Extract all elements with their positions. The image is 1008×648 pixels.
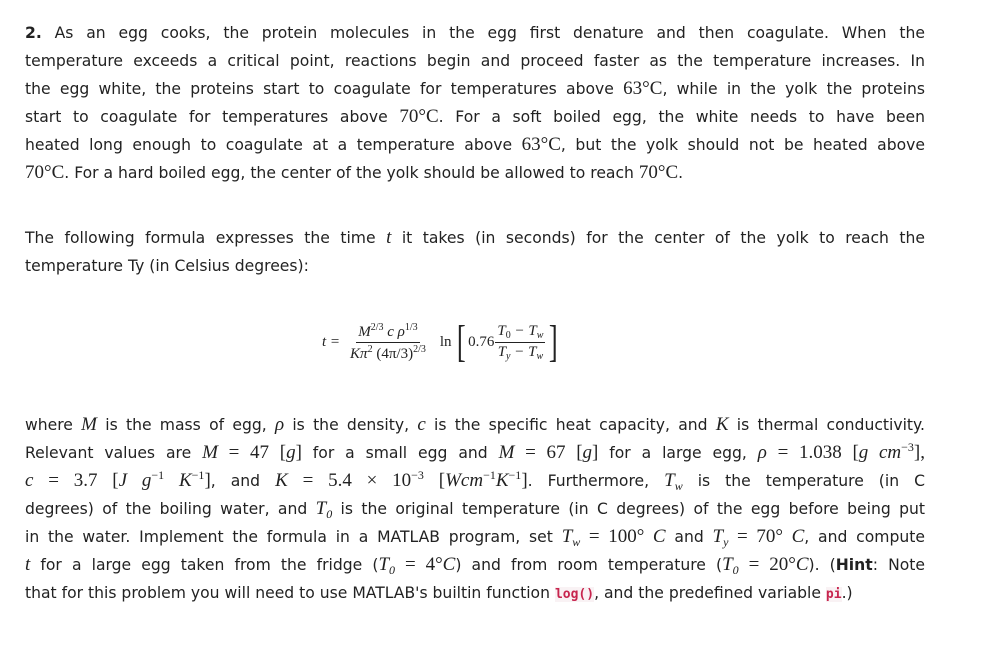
text-run: , while in the yolk the proteins xyxy=(662,80,925,98)
sub: w xyxy=(536,350,544,362)
text-run: temperature Ty (in Celsius degrees): xyxy=(25,257,309,275)
subscript: 0 xyxy=(326,507,333,521)
formula-numerator xyxy=(356,322,419,343)
temperature-fraction xyxy=(495,323,545,362)
formula-fraction xyxy=(348,322,428,363)
var-T: T xyxy=(497,322,506,339)
math-variable: ρ xyxy=(274,414,285,435)
bold-text: 2. xyxy=(25,24,42,42)
math-variable: c xyxy=(417,414,426,435)
problem-intro-paragraph xyxy=(25,19,925,187)
text-line xyxy=(25,495,925,523)
text-run: start to coagulate for temperatures above xyxy=(25,108,400,126)
math-variable: t xyxy=(386,227,392,248)
right-bracket: ] xyxy=(549,317,559,366)
var-c-rho: c ρ xyxy=(383,323,405,340)
math-run: = 5.4 × 10 xyxy=(287,470,412,491)
inline-code: log() xyxy=(554,587,595,602)
math-variable: ρ xyxy=(757,442,767,463)
math-variable: K xyxy=(715,414,729,435)
math-variable: J g xyxy=(118,470,152,491)
formula-lhs: t = xyxy=(322,333,341,350)
superscript: −3 xyxy=(411,468,424,482)
minus-T: − T xyxy=(510,343,537,360)
inline-code: pi xyxy=(825,587,842,602)
math-run: ] xyxy=(204,470,211,491)
text-run: for a large egg taken from the fridge ( xyxy=(30,556,379,574)
text-run: Relevant values are xyxy=(25,444,203,462)
math-variable: C xyxy=(442,554,456,575)
text-run: degrees) of the boiling water, and xyxy=(25,500,316,518)
math-variable: g cm xyxy=(858,442,902,463)
text-run: The following formula expresses the time xyxy=(25,229,387,247)
math-run: ] xyxy=(295,442,302,463)
text-run: heated long enough to coagulate at a temperature above xyxy=(25,136,522,154)
math-run: = 4° xyxy=(395,554,443,575)
math-variable: K xyxy=(164,470,192,491)
text-run: , and compute xyxy=(804,528,925,546)
text-run: . Furthermore, xyxy=(527,472,665,490)
text-run: , and the predefined variable xyxy=(594,584,826,602)
coefficient: 0.76 xyxy=(468,333,495,350)
text-run: ). ( xyxy=(808,556,836,574)
math-variable: g xyxy=(582,442,593,463)
math-run: = 1.038 [ xyxy=(766,442,859,463)
minus-T: − T xyxy=(510,322,537,339)
subscript: 0 xyxy=(389,563,396,577)
math-run: 70°C xyxy=(399,106,439,127)
math-variable: T xyxy=(722,554,733,575)
sub: 0 xyxy=(505,329,511,341)
superscript: −1 xyxy=(483,468,496,482)
temp-denominator xyxy=(496,343,545,362)
text-line xyxy=(25,103,925,131)
text-line xyxy=(25,159,925,187)
superscript: −3 xyxy=(901,440,914,454)
math-variable: M xyxy=(498,442,515,463)
var-T: T xyxy=(497,343,507,360)
text-line xyxy=(25,131,925,159)
text-run: ) and from room temperature ( xyxy=(455,556,723,574)
math-run: = 100° xyxy=(580,526,653,547)
math-run: 63°C xyxy=(521,134,561,155)
text-run: the egg white, the proteins start to coagulate for temperatures above xyxy=(25,80,624,98)
bold-text: Hint xyxy=(835,556,873,574)
text-line xyxy=(25,551,925,579)
text-run: for a small egg and xyxy=(301,444,499,462)
text-line xyxy=(25,439,925,467)
text-line xyxy=(25,19,925,47)
text-run: is the mass of egg, xyxy=(96,416,275,434)
text-line xyxy=(25,467,925,495)
text-run: is the density, xyxy=(284,416,418,434)
math-variable: K xyxy=(275,470,288,491)
left-bracket: [ xyxy=(456,317,466,366)
math-variable: C xyxy=(795,554,809,575)
math-run: ] xyxy=(592,442,599,463)
math-variable: T xyxy=(664,470,675,491)
text-line xyxy=(25,75,925,103)
math-run: = 70° xyxy=(728,526,792,547)
text-line xyxy=(25,523,925,551)
exp: 1/3 xyxy=(404,321,418,333)
text-line xyxy=(25,252,925,280)
math-variable: t xyxy=(25,554,31,575)
text-run: and xyxy=(665,528,713,546)
math-variable: M xyxy=(202,442,218,463)
text-run: , but the yolk should not be heated above xyxy=(560,136,925,154)
text-run: As an egg cooks, the protein molecules in the egg first denature and then coagulate. When the xyxy=(41,24,925,42)
var-K-pi: Kπ xyxy=(350,345,368,362)
formula-intro-paragraph xyxy=(25,224,925,280)
subscript: y xyxy=(723,535,729,549)
superscript: −1 xyxy=(191,468,205,482)
text-run: is thermal conductivity. xyxy=(728,416,925,434)
math-run: 63°C xyxy=(623,78,663,99)
exp: 2/3 xyxy=(370,321,384,333)
superscript: −1 xyxy=(508,468,522,482)
sub: w xyxy=(536,329,544,341)
text-run: temperature exceeds a critical point, reactions begin and proceed faster as the temperature increases. In xyxy=(25,52,925,70)
variables-paragraph xyxy=(25,411,925,607)
math-run: = 67 [ xyxy=(514,442,583,463)
math-variable: T xyxy=(378,554,390,575)
math-run: = 47 [ xyxy=(217,442,287,463)
math-variable: C xyxy=(652,526,666,547)
superscript: −1 xyxy=(151,468,165,482)
math-run: ] xyxy=(521,470,528,491)
text-run: where xyxy=(25,416,82,434)
temp-numerator xyxy=(495,323,545,343)
text-run: is the temperature (in C xyxy=(682,472,925,490)
subscript: 0 xyxy=(732,563,739,577)
text-run: is the specific heat capacity, and xyxy=(425,416,716,434)
math-variable: T xyxy=(315,498,327,519)
subscript: w xyxy=(572,535,581,549)
text-line xyxy=(25,411,925,439)
subscript: w xyxy=(674,479,683,493)
math-run: ], xyxy=(913,442,925,463)
text-run: . xyxy=(678,164,684,182)
paren: (4π/3) xyxy=(372,345,414,362)
text-run: , and xyxy=(210,472,276,490)
formula-denominator xyxy=(348,343,428,363)
time-formula xyxy=(322,312,561,372)
text-line xyxy=(25,47,925,75)
math-variable: T xyxy=(561,526,573,547)
ln-operator: ln xyxy=(439,333,452,350)
text-run: . For a soft boiled egg, the white needs to have been xyxy=(438,108,925,126)
math-variable: c xyxy=(25,470,34,491)
text-run: for a large egg, xyxy=(598,444,758,462)
var-M: M xyxy=(358,323,371,340)
math-variable: g xyxy=(286,442,296,463)
exp: 2/3 xyxy=(413,343,426,355)
math-run: 70°C xyxy=(638,162,679,183)
math-variable: M xyxy=(81,414,97,435)
text-run: in the water. Implement the formula in a MATLAB program, set xyxy=(25,528,562,546)
math-variable: Wcm xyxy=(445,470,484,491)
math-run: = 20° xyxy=(738,554,796,575)
math-variable: C xyxy=(791,526,805,547)
text-run: that for this problem you will need to use MATLAB's builtin function xyxy=(25,584,555,602)
sub: y xyxy=(506,350,511,362)
text-run: .) xyxy=(841,584,853,602)
math-run: [ xyxy=(423,470,446,491)
text-run: it takes (in seconds) for the center of the yolk to reach the xyxy=(391,229,925,247)
text-run: . For a hard boiled egg, the center of the yolk should be allowed to reach xyxy=(64,164,639,182)
math-run: = 3.7 [ xyxy=(33,470,119,491)
text-line xyxy=(25,579,925,607)
text-line xyxy=(25,224,925,252)
math-run: 70°C xyxy=(25,162,65,183)
text-run: is the original temperature (in C degrees) of the egg before being put xyxy=(332,500,925,518)
math-variable: T xyxy=(712,526,724,547)
math-variable: K xyxy=(495,470,509,491)
exp: 2 xyxy=(367,343,373,355)
text-run: : Note xyxy=(872,556,925,574)
